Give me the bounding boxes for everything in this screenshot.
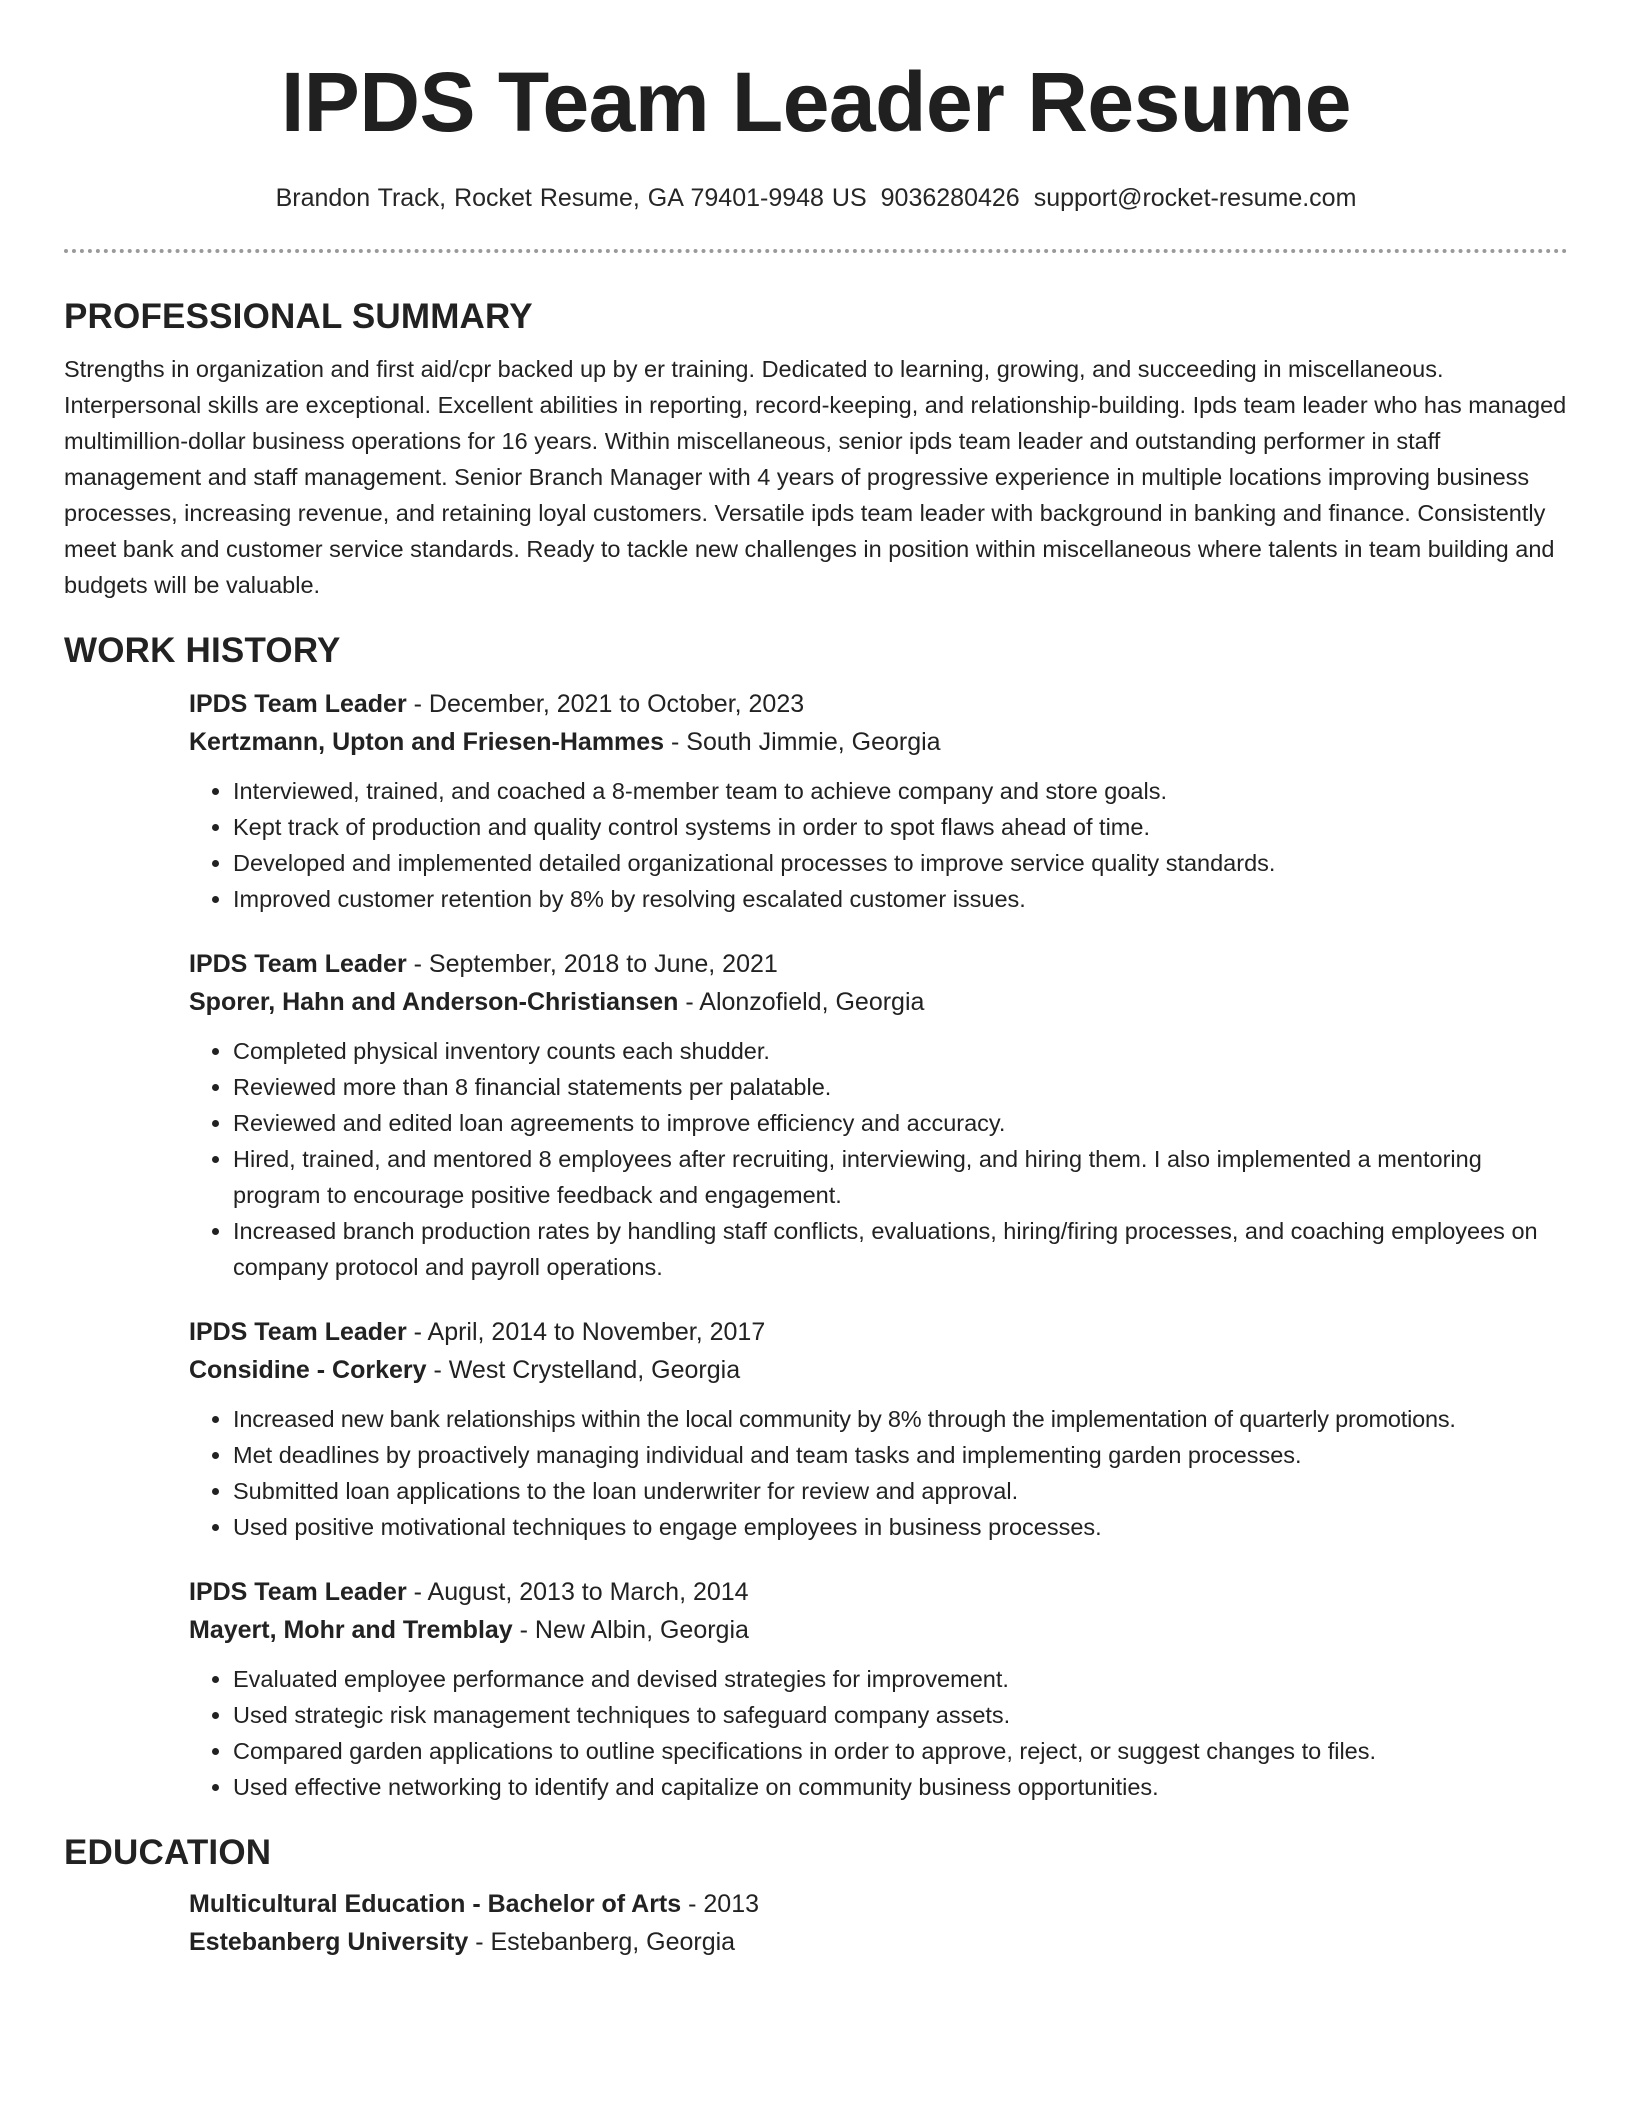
education-entry bbox=[189, 1885, 1568, 1961]
bullet-item: • Completed physical inventory counts each shudder. bbox=[233, 1033, 1568, 1069]
job-company: Mayert, Mohr and Tremblay bbox=[189, 1616, 513, 1644]
school-name: Estebanberg University bbox=[189, 1928, 469, 1956]
bullet-item: • Increased branch production rates by handling staff conflicts, evaluations, hiring/firing processes, and coaching employees on company protocol and payroll operations. bbox=[233, 1213, 1568, 1285]
job-dates: - August, 2013 to March, 2014 bbox=[406, 1578, 749, 1606]
job-company: Sporer, Hahn and Anderson-Christiansen bbox=[189, 988, 679, 1016]
bullet-item: • Reviewed and edited loan agreements to improve efficiency and accuracy. bbox=[233, 1105, 1568, 1141]
resume-title: IPDS Team Leader Resume bbox=[280, 55, 1352, 149]
bullet-item: • Used positive motivational techniques to engage employees in business processes. bbox=[233, 1509, 1568, 1545]
bullet-item: • Kept track of production and quality control systems in order to spot flaws ahead of time. bbox=[233, 809, 1568, 845]
bullet-item: • Hired, trained, and mentored 8 employees after recruiting, interviewing, and hiring them. I also implemented a mentoring program to encourage positive feedback and engagement. bbox=[233, 1141, 1568, 1213]
job-company-line bbox=[189, 1611, 1568, 1649]
degree-name: Multicultural Education - Bachelor of Arts bbox=[189, 1890, 682, 1918]
header-divider bbox=[64, 249, 1568, 253]
bullet-item: • Met deadlines by proactively managing individual and team tasks and implementing garden processes. bbox=[233, 1437, 1568, 1473]
job-title-line bbox=[189, 945, 1568, 983]
job-bullets bbox=[189, 773, 1568, 917]
job-bullets bbox=[189, 1661, 1568, 1805]
bullet-item: • Compared garden applications to outline specifications in order to approve, reject, or suggest changes to files. bbox=[233, 1733, 1568, 1769]
job-dates: - September, 2018 to June, 2021 bbox=[406, 950, 778, 978]
bullet-item: • Used strategic risk management techniques to safeguard company assets. bbox=[233, 1697, 1568, 1733]
degree-line bbox=[189, 1885, 1568, 1923]
job-title: IPDS Team Leader bbox=[189, 690, 407, 718]
bullet-item: • Evaluated employee performance and devised strategies for improvement. bbox=[233, 1661, 1568, 1697]
section-title-summary: PROFESSIONAL SUMMARY bbox=[64, 297, 533, 336]
bullet-item: • Interviewed, trained, and coached a 8-member team to achieve company and store goals. bbox=[233, 773, 1568, 809]
job-title: IPDS Team Leader bbox=[189, 1318, 407, 1346]
bullet-item: • Improved customer retention by 8% by resolving escalated customer issues. bbox=[233, 881, 1568, 917]
contact-address: Brandon Track, Rocket Resume, GA 79401-9948 US bbox=[275, 184, 867, 212]
job-entry bbox=[189, 945, 1568, 1285]
job-title-line bbox=[189, 1313, 1568, 1351]
job-bullets bbox=[189, 1401, 1568, 1545]
bullet-item: • Developed and implemented detailed organizational processes to improve service quality standards. bbox=[233, 845, 1568, 881]
job-bullets bbox=[189, 1033, 1568, 1285]
job-title-line bbox=[189, 685, 1568, 723]
degree-year: - 2013 bbox=[681, 1890, 760, 1918]
job-entry bbox=[189, 1573, 1568, 1805]
job-location: - South Jimmie, Georgia bbox=[664, 728, 941, 756]
job-title: IPDS Team Leader bbox=[189, 950, 407, 978]
contact-email[interactable]: support@rocket-resume.com bbox=[1033, 184, 1357, 212]
job-title: IPDS Team Leader bbox=[189, 1578, 407, 1606]
job-entry bbox=[189, 1313, 1568, 1545]
job-dates: - December, 2021 to October, 2023 bbox=[406, 690, 805, 718]
bullet-item: • Used effective networking to identify and capitalize on community business opportunities. bbox=[233, 1769, 1568, 1805]
bullet-item: • Reviewed more than 8 financial statements per palatable. bbox=[233, 1069, 1568, 1105]
job-company-line bbox=[189, 723, 1568, 761]
job-company-line bbox=[189, 1351, 1568, 1389]
job-location: - New Albin, Georgia bbox=[512, 1616, 749, 1644]
school-location: - Estebanberg, Georgia bbox=[468, 1928, 736, 1956]
job-company: Kertzmann, Upton and Friesen-Hammes bbox=[189, 728, 665, 756]
job-company: Considine - Corkery bbox=[189, 1356, 427, 1384]
section-title-education: EDUCATION bbox=[64, 1833, 272, 1872]
job-location: - Alonzofield, Georgia bbox=[678, 988, 925, 1016]
bullet-item: • Increased new bank relationships within the local community by 8% through the implementation of quarterly promotions. bbox=[233, 1401, 1568, 1437]
job-location: - West Crystelland, Georgia bbox=[426, 1356, 741, 1384]
job-dates: - April, 2014 to November, 2017 bbox=[406, 1318, 766, 1346]
job-entry bbox=[189, 685, 1568, 917]
summary-text: Strengths in organization and first aid/cpr backed up by er training. Dedicated to learning, growing, and succeeding in miscellaneous. Interpersonal skills are exceptional. Excellent abilities in reporting, record-keeping, and relationship-building. Ipds team leader who has managed multimillion-dollar business operations for 16 years. Within miscellaneous, senior ipds team leader and outstanding performer in staff management and staff management. Senior Branch Manager with 4 years of progressive experience in multiple locations improving business processes, increasing revenue, and retaining loyal customers. Versatile ipds team leader with background in banking and finance. Consistently meet bank and customer service standards. Ready to tackle new challenges in position within miscellaneous where talents in team building and budgets will be valuable. bbox=[64, 356, 1567, 598]
bullet-item: • Submitted loan applications to the loan underwriter for review and approval. bbox=[233, 1473, 1568, 1509]
section-title-work-history: WORK HISTORY bbox=[64, 631, 341, 670]
contact-line bbox=[64, 184, 1568, 213]
resume-page bbox=[64, 0, 1568, 1961]
job-title-line bbox=[189, 1573, 1568, 1611]
school-line bbox=[189, 1923, 1568, 1961]
job-company-line bbox=[189, 983, 1568, 1021]
contact-phone[interactable]: 9036280426 bbox=[880, 184, 1020, 212]
